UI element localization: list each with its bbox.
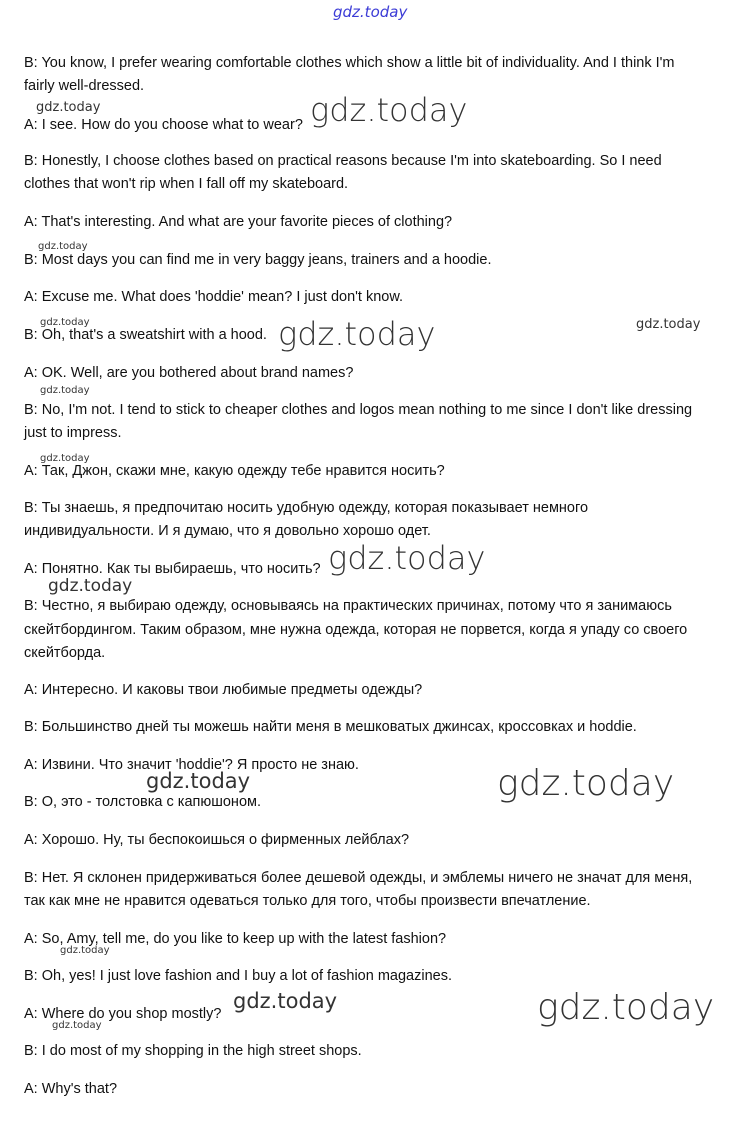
dialogue-line: B: I do most of my shopping in the high street shops. [24,1043,362,1059]
watermark: gdz.today [60,945,110,956]
dialogue-line: B: Oh, yes! I just love fashion and I buy a lot of fashion magazines. [24,968,452,984]
dialogue-line: B: You know, I prefer wearing comfortable clothes which show a little bit of individuality. And I think I'm [24,55,675,71]
dialogue-line: B: Честно, я выбираю одежду, основываясь на практических причинах, потому что я занимаюсь [24,598,672,614]
dialogue-line: A: Извини. Что значит 'hoddie'? Я просто не знаю. [24,757,359,773]
dialogue-line: A: OK. Well, are you bothered about brand names? [24,365,354,381]
dialogue-line: так как мне не нравится одеваться только для того, чтобы произвести впечатление. [24,893,591,909]
dialogue-line: B: Большинство дней ты можешь найти меня в мешковатых джинсах, кроссовках и hoddie. [24,719,637,735]
dialogue-line: clothes that won't rip when I fall off my skateboard. [24,176,349,192]
dialogue-line: fairly well-dressed. [24,78,145,94]
dialogue-line: B: Oh, that's a sweatshirt with a hood. [24,327,267,343]
watermark: gdz.today [636,317,701,332]
dialogue-line: just to impress. [24,425,122,441]
watermark: gdz.today [537,987,715,1028]
watermark: gdz.today [36,100,101,115]
dialogue-line: B: Honestly, I choose clothes based on practical reasons because I'm into skateboarding. So I need [24,153,662,169]
dialogue-line: B: No, I'm not. I tend to stick to cheaper clothes and logos mean nothing to me since I don't like dressing [24,402,693,418]
watermark: gdz.today [233,989,338,1013]
watermark: gdz.today [52,1020,102,1031]
dialogue-line: A: I see. How do you choose what to wear? [24,117,303,133]
watermark: gdz.today [40,317,90,328]
watermark: gdz.today [310,91,468,129]
watermark: gdz.today [497,763,675,804]
dialogue-line: B: О, это - толстовка с капюшоном. [24,794,262,810]
dialogue-line: B: Most days you can find me in very baggy jeans, trainers and a hoodie. [24,252,492,268]
watermark: gdz.today [278,315,436,353]
watermark: gdz.today [40,453,90,464]
dialogue-line: скейтборда. [24,645,106,661]
dialogue-line: A: That's interesting. And what are your favorite pieces of clothing? [24,214,453,230]
watermark: gdz.today [328,539,486,577]
dialogue-line: A: Понятно. Как ты выбираешь, что носить? [24,561,321,577]
dialogue-line: A: Excuse me. What does 'hoddie' mean? I just don't know. [24,289,404,305]
watermark: gdz.today [38,241,88,252]
dialogue-line: A: Так, Джон, скажи мне, какую одежду тебе нравится носить? [24,463,445,479]
watermark: gdz.today [48,576,133,596]
dialogue-line: A: Хорошо. Ну, ты беспокоишься о фирменных лейблах? [24,832,410,848]
dialogue-line: скейтбордингом. Таким образом, мне нужна одежда, которая не порвется, когда я упаду со своего [24,622,688,638]
dialogue-line: A: So, Amy, tell me, do you like to keep up with the latest fashion? [24,931,447,947]
watermark: gdz.today [146,769,251,793]
dialogue-line: A: Where do you shop mostly? [24,1006,222,1022]
watermark-header: gdz.today [333,3,408,21]
dialogue-line: индивидуальности. И я думаю, что я довольно хорошо одет. [24,523,431,539]
dialogue-line: B: Нет. Я склонен придерживаться более дешевой одежды, и эмблемы ничего не значат для меня, [24,870,693,886]
dialogue-line: A: Интересно. И каковы твои любимые предметы одежды? [24,682,423,698]
watermark: gdz.today [40,385,90,396]
dialogue-line: B: Ты знаешь, я предпочитаю носить удобную одежду, которая показывает немного [24,500,589,516]
dialogue-line: A: Why's that? [24,1081,118,1097]
